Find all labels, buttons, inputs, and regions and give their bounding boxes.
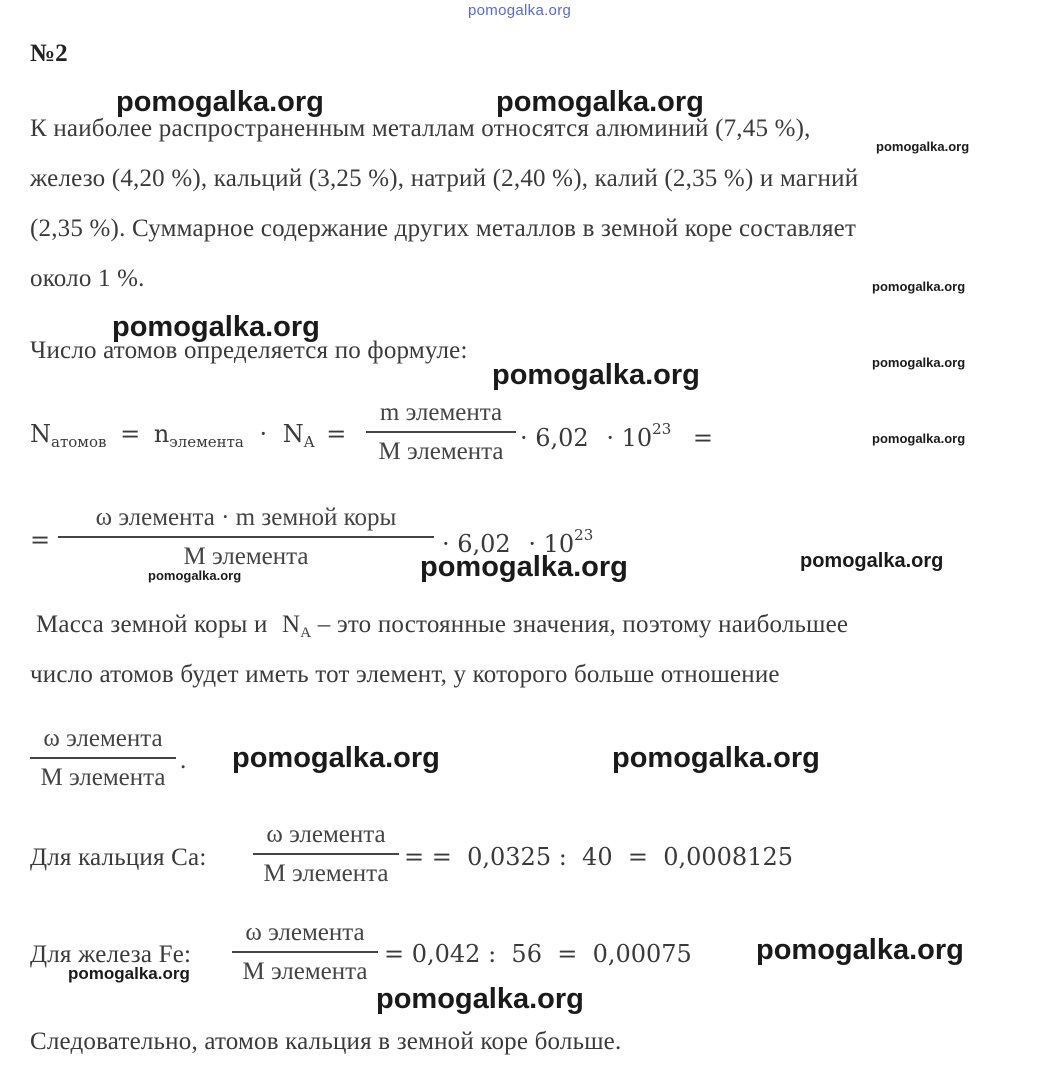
header-watermark: pomogalka.org	[468, 2, 572, 19]
calcium-calculation: = = 0,0325 : 40 = 0,0008125	[404, 843, 794, 871]
formula-intro: Число атомов определяется по формуле:	[30, 337, 468, 364]
watermark: pomogalka.org	[496, 86, 704, 118]
watermark: pomogalka.org	[872, 431, 966, 446]
fraction-bar	[253, 853, 399, 855]
fraction-denominator: M элемента	[40, 764, 166, 791]
formula-1-tail: · $6,02 \cdot 10^{23}$ =	[520, 420, 714, 452]
watermark: pomogalka.org	[68, 964, 190, 983]
fraction-denominator: M элемента	[183, 543, 309, 570]
fraction-bar	[366, 431, 516, 433]
fraction-bar	[58, 536, 434, 538]
fraction-denominator: M элемента	[378, 438, 504, 465]
watermark: pomogalka.org	[872, 279, 966, 294]
fraction-denominator: M элемента	[242, 958, 368, 985]
iron-calculation: = 0,042 : 56 = 0,00075	[384, 940, 692, 968]
watermark: pomogalka.org	[116, 86, 324, 118]
watermark: pomogalka.org	[612, 742, 820, 774]
fraction-numerator: ω элемента	[266, 821, 386, 848]
watermark: pomogalka.org	[492, 359, 700, 391]
formula-atoms: $N_{атомов} = n_{элемента} \cdot N_A$ =	[30, 420, 347, 451]
iron-label: Для железа Fe:	[30, 941, 192, 968]
conclusion: Следовательно, атомов кальция в земной коре больше.	[30, 1028, 622, 1055]
formula-1-fraction	[366, 398, 516, 467]
calcium-fraction	[253, 820, 399, 889]
paragraph-1-line-1: К наиболее распространенным металлам относятся алюминий (7,45 %),	[30, 115, 811, 142]
watermark: pomogalka.org	[148, 568, 242, 583]
paragraph-1	[30, 104, 858, 304]
n-element: $n_{элемента}$	[153, 420, 244, 451]
watermark: pomogalka.org	[232, 742, 440, 774]
formula-2-equals: =	[30, 526, 51, 554]
avogadro-symbol: $N_A$	[282, 611, 312, 641]
watermark: pomogalka.org	[872, 355, 966, 370]
watermark: pomogalka.org	[876, 139, 970, 154]
fraction-denominator: M элемента	[263, 860, 389, 887]
fraction-numerator: ω элемента	[43, 725, 163, 752]
watermark: pomogalka.org	[420, 551, 628, 583]
paragraph-1-line-2: железо (4,20 %), кальций (3,25 %), натрий (2,40 %), калий (2,35 %) и магний	[30, 165, 859, 192]
fraction-numerator: m элемента	[379, 399, 503, 426]
paragraph-2-line-1: Масса земной коры и $N_A$ – это постоянные значения, поэтому наибольшее	[36, 611, 849, 641]
paragraph-1-line-4: около 1 %.	[30, 265, 145, 292]
watermark: pomogalka.org	[112, 311, 320, 343]
iron-fraction	[232, 918, 378, 987]
paragraph-2-line-2: число атомов будет иметь тот элемент, у которого больше отношение	[30, 661, 780, 688]
fraction-numerator: ω элемента · m земной коры	[95, 504, 397, 531]
ratio-period: .	[180, 747, 187, 774]
calcium-label: Для кальция Ca:	[30, 844, 207, 871]
watermark: pomogalka.org	[756, 934, 964, 966]
fraction-bar	[30, 757, 176, 759]
ratio-fraction	[30, 724, 176, 793]
formula-2-tail: · $6,02 \cdot 10^{23}$	[442, 526, 594, 558]
fraction-numerator: ω элемента	[245, 919, 365, 946]
n-atoms: $N_{атомов}$	[30, 420, 107, 451]
fraction-bar	[232, 951, 378, 953]
paragraph-1-line-3: (2,35 %). Суммарное содержание других металлов в земной коре составляет	[30, 215, 857, 242]
watermark: pomogalka.org	[800, 550, 944, 572]
watermark: pomogalka.org	[376, 983, 584, 1015]
task-number: №2	[30, 40, 68, 67]
avogadro-symbol: $N_A$	[282, 420, 315, 451]
formula-2-fraction	[58, 503, 434, 572]
